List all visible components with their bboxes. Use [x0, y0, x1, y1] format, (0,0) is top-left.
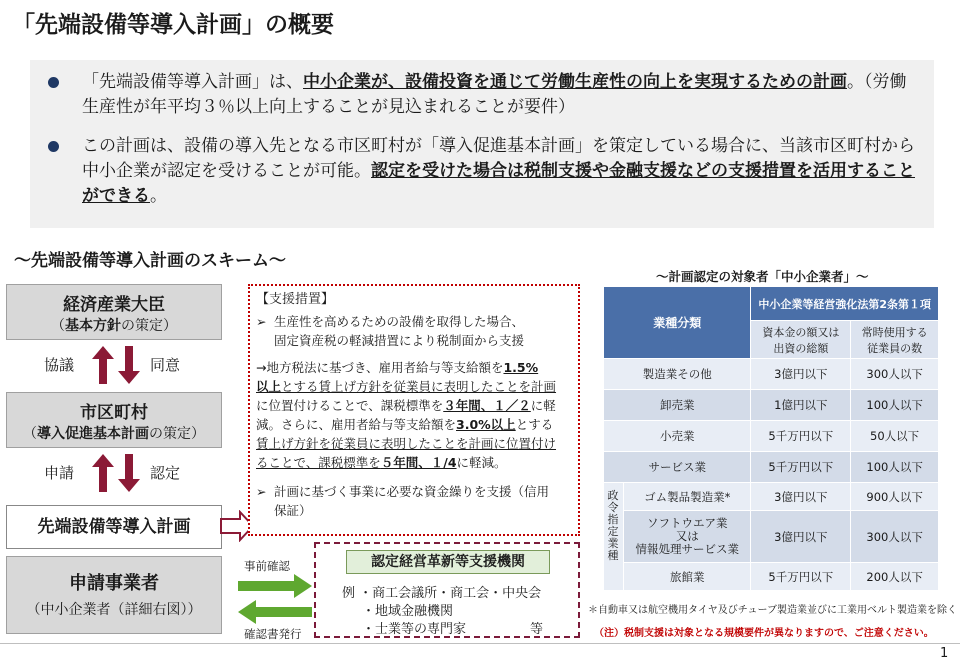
- arrow-down-icon: [118, 454, 140, 492]
- support-heading: 【支援措置】: [256, 292, 335, 307]
- applicant-label: 申請事業者: [69, 573, 159, 594]
- footer-divider: [0, 643, 960, 644]
- summary-emphasis: 中小企業が、設備投資を通じて労働生産性の向上を実現するための計画: [303, 72, 847, 92]
- table-row: ソフトウエア業 又は 情報処理サービス業 3億円以下 300人以下: [604, 511, 939, 563]
- support-org-box: [314, 542, 580, 638]
- tax-line: ることで、課税標準を５年間、１/4に軽減。: [256, 455, 507, 470]
- sme-criteria-table: [603, 286, 939, 591]
- tax-line: に位置付けることで、課税標準を３年間、１／２に軽: [256, 398, 556, 413]
- page-title: 「先端設備等導入計画」の概要: [12, 12, 334, 38]
- summary-text: 「先端設備等導入計画」は、: [82, 72, 303, 92]
- support-item1: 生産性を高めるための設備を取得した場合、: [274, 314, 525, 329]
- page-number: 1: [940, 646, 949, 661]
- plan-box: 先端設備等導入計画: [6, 505, 222, 549]
- arrow-right-green-icon: [238, 574, 312, 598]
- tax-line: 減。さらに、雇用者給与等支給額を3.0%以上とする: [256, 417, 554, 432]
- support-item2: 計画に基づく事業に必要な資金繰りを支援（信用: [274, 484, 550, 499]
- summary-bullet-2: [48, 134, 918, 209]
- label-shinsei: 申請: [44, 464, 75, 482]
- summary-text: 。（労働生産性が年平均３％以上向上することが見込まれることが要件）: [82, 72, 907, 117]
- table-row: ゴム製品製造業* 3億円以下 900人以下: [604, 483, 939, 511]
- label-jizen: 事前確認: [244, 559, 290, 573]
- label-doui: 同意: [150, 356, 181, 374]
- support-org-title: 認定経営革新等支援機関: [346, 550, 550, 574]
- summary-text: 。: [150, 186, 167, 206]
- summary-text: この計画は、設備の導入先となる市区町村が「導入促進基本計画」を策定している場合に、当該市区町村から中小企業が認定を受けることが可能。: [82, 136, 915, 181]
- table-side-label: 政令指定業種: [607, 489, 619, 562]
- arrow-down-icon: [118, 346, 140, 384]
- scheme-title: ～先端設備等導入計画のスキーム～: [14, 251, 286, 271]
- table-title: ～計画認定の対象者「中小企業者」～: [656, 269, 869, 284]
- city-sub: （導入促進基本計画の策定）: [23, 426, 205, 442]
- applicant-box: [6, 556, 222, 634]
- header-industry: 業種分類: [604, 287, 751, 359]
- minister-sub: （基本方針の策定）: [51, 318, 177, 334]
- city-box: [6, 392, 222, 448]
- tax-caution-note: （注）税制支援は対象となる規模要件が異なりますので、ご注意ください。: [594, 628, 934, 639]
- label-kakunin: 確認書発行: [244, 627, 302, 641]
- tax-line: →地方税法に基づき、雇用者給与等支給額を1.5%: [256, 360, 539, 375]
- org-example-suffix: 等: [530, 622, 544, 637]
- support-item1: 固定資産税の軽減措置により税制面から支援: [274, 333, 525, 348]
- org-example: 例 ・商工会議所・商工会・中央会: [342, 586, 542, 601]
- tax-line: 以上とする賃上げ方針を従業員に表明したことを計画: [256, 379, 557, 394]
- minister-box: [6, 284, 222, 340]
- org-example: ・士業等の専門家: [362, 622, 467, 637]
- bullet-dot-icon: [48, 77, 59, 88]
- label-kyogi: 協議: [44, 356, 75, 374]
- arrow-up-icon: [92, 454, 114, 492]
- tax-line: 賃上げ方針を従業員に表明したことを計画に位置付け: [256, 436, 557, 451]
- minister-label: 経済産業大臣: [63, 295, 165, 315]
- arrow-left-green-icon: [238, 600, 312, 624]
- support-box: [248, 284, 580, 536]
- city-label: 市区町村: [80, 403, 148, 423]
- support-item2: 保証）: [274, 503, 312, 518]
- header-law: 中小企業等経営強化法第2条第１項: [751, 287, 939, 321]
- table-footnote: ＊自動車又は航空機用タイヤ及びチューブ製造業並びに工業用ベルト製造業を除く: [588, 605, 957, 616]
- bullet-dot-icon: [48, 141, 59, 152]
- label-nintei: 認定: [150, 464, 181, 482]
- header-employees: 常時使用する従業員の数: [851, 321, 939, 359]
- table-row: 製造業その他 3億円以下 300人以下: [604, 359, 939, 390]
- applicant-sub: （中小企業者（詳細右図））: [26, 602, 202, 618]
- table-row: 小売業 5千万円以下 50人以下: [604, 421, 939, 452]
- support-arrow-icon: ➢: [256, 314, 267, 329]
- summary-panel: [30, 60, 934, 228]
- header-capital: 資本金の額又は出資の総額: [751, 321, 851, 359]
- summary-emphasis: 認定を受けた場合は税制支援や金融支援などの支援措置を活用することができる: [82, 161, 915, 206]
- table-row: 卸売業 1億円以下 100人以下: [604, 390, 939, 421]
- table-row: サービス業 5千万円以下 100人以下: [604, 452, 939, 483]
- summary-bullet-1: [48, 70, 918, 120]
- arrow-up-icon: [92, 346, 114, 384]
- support-arrow-icon: ➢: [256, 484, 267, 499]
- table-row: 旅館業 5千万円以下 200人以下: [604, 563, 939, 591]
- org-example: ・地域金融機関: [362, 604, 454, 619]
